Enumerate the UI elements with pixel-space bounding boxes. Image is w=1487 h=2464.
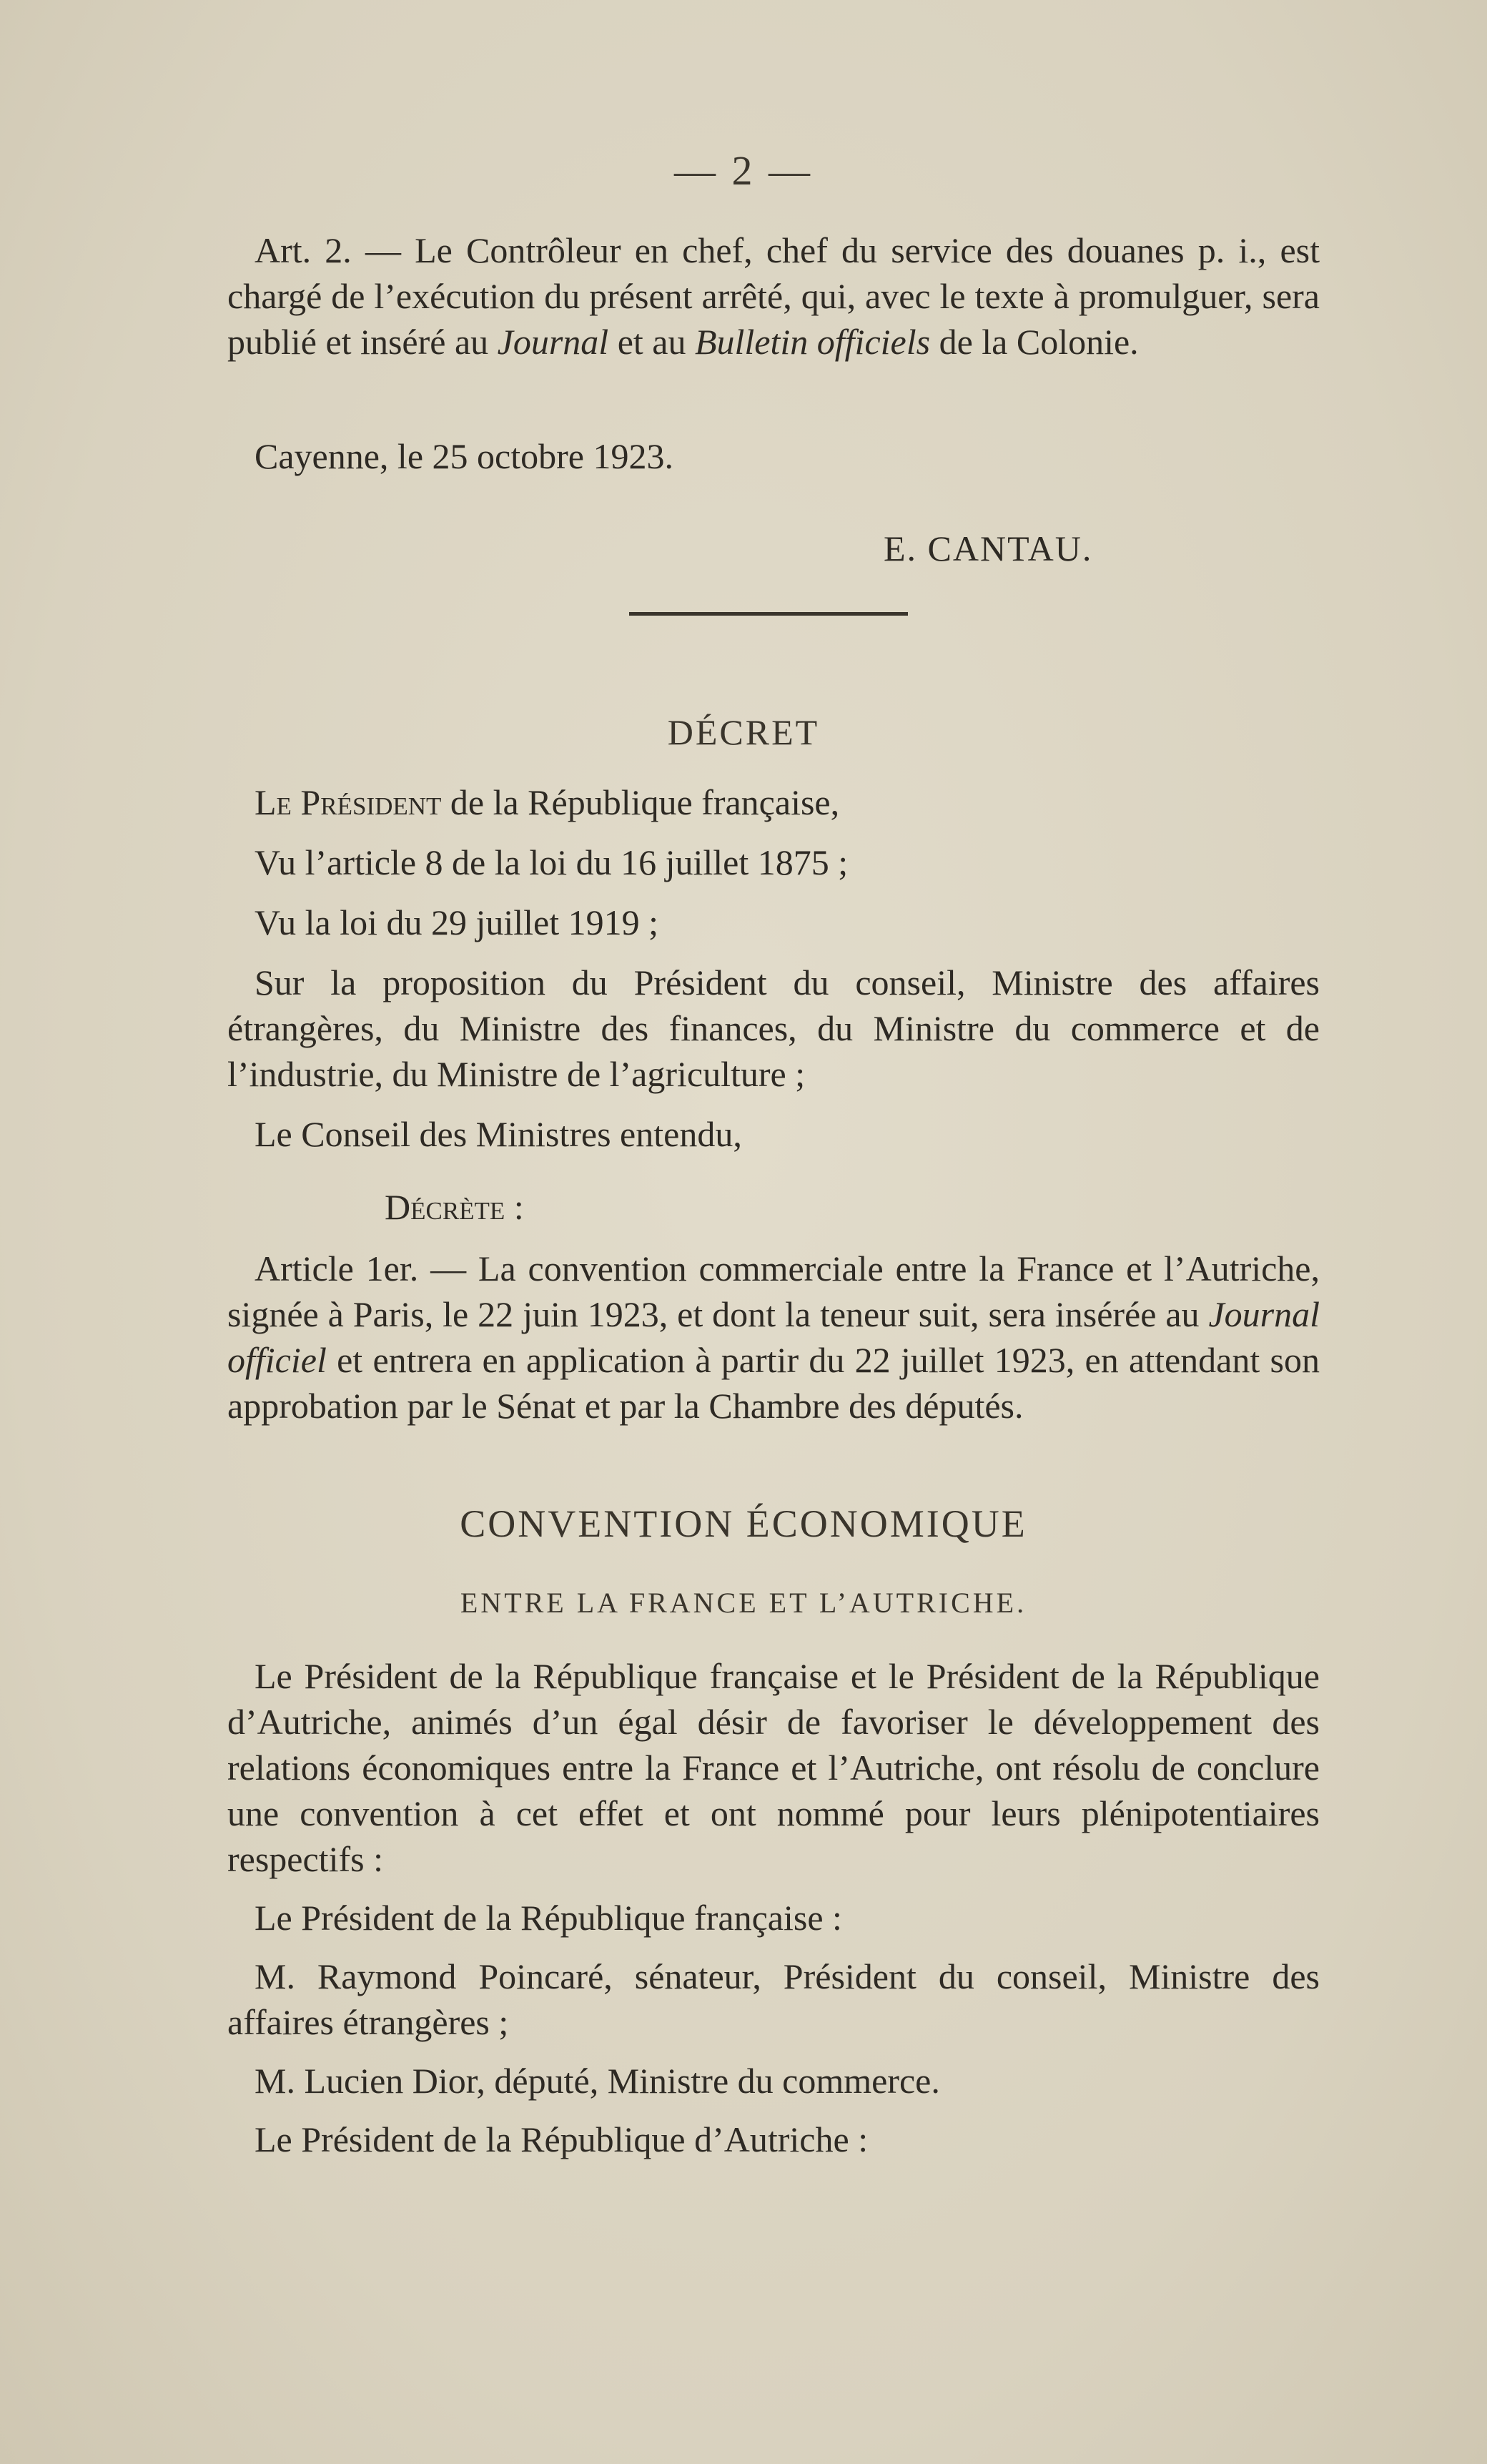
preamble-paragraph: Le Président de la République française et le Président de la République d’Autriche, animés d’un égal désir de favoriser le développement des relations économiques entre la France et l’Autriche, ont résolu de conclure une convention à cet effet et ont nommé pour leurs plénipotentiaires respectifs : — [227, 1656, 1320, 1879]
article-1-paragraph — [227, 1246, 1320, 1429]
article-1-text-a: — La convention commerciale entre la France et l’Autriche, signée à Paris, le 22 juin 1923, et dont la teneur suit, sera insérée au — [227, 1248, 1320, 1334]
convention-body — [227, 1653, 1320, 2162]
plenipotentiary-dior: M. Lucien Dior, député, Ministre du commerce. — [255, 2061, 940, 2101]
signature: E. CANTAU. — [884, 528, 1093, 568]
arrete-article-2 — [227, 227, 1320, 365]
austrian-president-line: Le Président de la République d’Autriche : — [255, 2119, 869, 2159]
proposition-paragraph: Sur la proposition du Président du conseil, Ministre des affaires étrangères, du Ministre des finances, du Ministre du commerce et de l’industrie, du Ministre de l’agriculture ; — [227, 962, 1320, 1094]
president-rest: de la République française, — [441, 782, 840, 822]
article-2-text-c: de la Colonie. — [930, 322, 1139, 362]
president-smallcaps: Le Président — [255, 782, 442, 822]
article-2-text-b: et au — [608, 322, 695, 362]
article-2-lead: Art. 2. — [255, 230, 352, 270]
vu-loi: Vu la loi du 29 juillet 1919 ; — [255, 902, 659, 942]
section-divider — [629, 612, 908, 616]
french-president-line: Le Président de la République française : — [255, 1898, 842, 1938]
article-1-text-b: et entrera en application à partir du 22 juillet 1923, en attendant son approbation par le Sénat et par la Chambre des députés. — [227, 1340, 1320, 1426]
conseil-line: Le Conseil des Ministres entendu, — [255, 1114, 742, 1154]
journal-officiel-italic: Journal officiel — [227, 1294, 1320, 1380]
plenipotentiary-poincare: M. Raymond Poincaré, sénateur, Président du conseil, Ministre des affaires étrangères ; — [227, 1956, 1320, 2042]
article-2-paragraph — [227, 227, 1320, 365]
decret-title: DÉCRET — [667, 712, 820, 752]
decret-body — [227, 779, 1320, 1429]
journal-italic: Journal — [497, 322, 609, 362]
date-block — [227, 433, 1320, 479]
article-2-text-a: — Le Contrôleur en chef, chef du service des douanes p. i., est chargé de l’exécution du présent arrêté, qui, avec le texte à promulguer, sera publié et inséré au — [227, 230, 1320, 362]
date-line: Cayenne, le 25 octobre 1923. — [255, 436, 673, 476]
decret-president — [227, 779, 1320, 825]
decrete-heading — [227, 1184, 1320, 1230]
vu-article: Vu l’article 8 de la loi du 16 juillet 1875 ; — [255, 842, 849, 882]
page-number: — 2 — — [674, 147, 813, 194]
article-1-lead: Article 1er. — [255, 1248, 419, 1288]
convention-subtitle: ENTRE LA FRANCE ET L’AUTRICHE. — [460, 1587, 1027, 1619]
bulletin-italic: Bulletin officiels — [694, 322, 931, 362]
convention-title: CONVENTION ÉCONOMIQUE — [460, 1502, 1027, 1545]
decrete-smallcaps: Décrète : — [385, 1187, 524, 1227]
